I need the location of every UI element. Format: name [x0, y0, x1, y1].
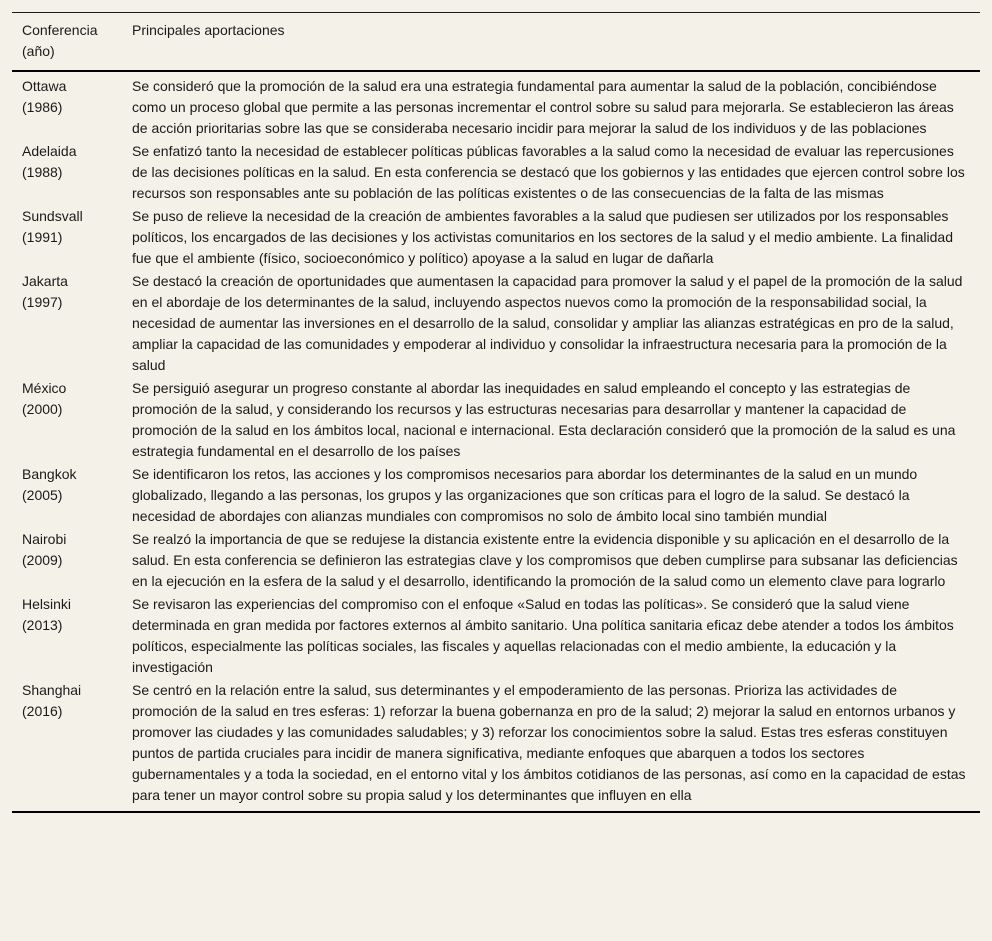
- conference-year: (2013): [22, 617, 63, 633]
- conference-name: Shanghai: [22, 682, 82, 698]
- conference-cell: [12, 464, 132, 527]
- conference-name: Helsinki: [22, 596, 72, 612]
- conference-cell: [12, 206, 132, 269]
- contribution-text: Se destacó la creación de oportunidades que aumentasen la capacidad para promover la salud y el papel de la promoción de la salud en el abordaje de los determinantes de la salud, incluyendo aspectos nuevos como la promoción de la responsabilidad social, la necesidad de aumentar las inversiones en el desarrollo de la salud, consolidar y ampliar las alianzas estratégicas en pro de la salud, ampliar la capacidad de las comunidades y empoderar al individuo y consolidar la infraestructura necesaria para la promoción de la salud: [132, 273, 963, 373]
- table-row: [12, 462, 980, 527]
- contribution-text: Se persiguió asegurar un progreso constante al abordar las inequidades en salud empleando el concepto y las estrategias de promoción de la salud, y considerando los recursos y las estructuras necesarias para desarrollar y mantener la capacidad de promoción de la salud en los ámbitos local, nacional e internacional. Esta declaración consideró que la promoción de la salud es una estrategia fundamental en el desarrollo de los países: [132, 380, 956, 459]
- table-row: [12, 269, 980, 376]
- contribution-text: Se identificaron los retos, las acciones y los compromisos necesarios para abordar los determinantes de la salud en un mundo globalizado, llegando a las personas, los grupos y las organizaciones que son críticas para el logro de la salud. Se destacó la necesidad de abordajes con alianzas mundiales con compromisos no solo de ámbito local sino también mundial: [132, 466, 918, 524]
- conference-year: (2016): [22, 703, 63, 719]
- contribution-text: Se centró en la relación entre la salud, sus determinantes y el empoderamiento de las personas. Prioriza las actividades de promoción de la salud en tres esferas: 1) reforzar la buena gobernanza en pro de la salud; 2) mejorar la salud en entornos urbanos y promover las ciudades y las comunidades saludables; y 3) reforzar los conocimientos sobre la salud. Estas tres esferas constituyen puntos de partida cruciales para incidir de manera significativa, mediante enfoques que abarquen a todos los sectores gubernamentales y a toda la sociedad, en el entorno vital y los ámbitos cotidianos de las personas, así como en la capacidad de estas para tener un mayor control sobre su propia salud y los determinantes que influyen en ella: [132, 682, 966, 803]
- contribution-text: Se realzó la importancia de que se redujese la distancia existente entre la evidencia disponible y su aplicación en el desarrollo de la salud. En esta conferencia se definieron las estrategias clave y los compromisos que deben cumplirse para subsanar las deficiencias en la ejecución en la esfera de la salud y el desarrollo, identificando la promoción de la salud como un elemento clave para lograrlo: [132, 531, 958, 589]
- conference-year: (1997): [22, 294, 63, 310]
- table-row: [12, 678, 980, 806]
- contribution-text: Se enfatizó tanto la necesidad de establecer políticas públicas favorables a la salud como la necesidad de evaluar las repercusiones de las decisiones políticas en la salud. En esta conferencia se destacó que los gobiernos y las entidades que ejercen control sobre los recursos son responsables ante su población de las políticas existentes o de las consecuencias de la falta de las mismas: [132, 143, 965, 201]
- conference-cell: [12, 141, 132, 204]
- table-row: [12, 139, 980, 204]
- conference-year: (2005): [22, 487, 63, 503]
- conference-cell: [12, 271, 132, 376]
- table-row: [12, 74, 980, 139]
- table-row: [12, 527, 980, 592]
- conference-name: Adelaida: [22, 143, 77, 159]
- contribution-text: Se consideró que la promoción de la salud era una estrategia fundamental para aumentar la salud de la población, concibiéndose como un proceso global que permite a las personas incrementar el control sobre su salud para mejorarla. Se establecieron las áreas de acción prioritarias sobre las que se consideraba necesario incidir para mejorar la salud de los individuos y de las poblaciones: [132, 78, 954, 136]
- conference-name: Nairobi: [22, 531, 67, 547]
- header-cell-contributions: Principales aportaciones: [132, 22, 285, 38]
- header-cell-conference: [12, 20, 132, 62]
- conference-year: (1991): [22, 229, 63, 245]
- conference-name: Bangkok: [22, 466, 77, 482]
- table-row: [12, 204, 980, 269]
- conference-cell: [12, 529, 132, 592]
- table-body: [12, 72, 980, 813]
- conference-name: México: [22, 380, 67, 396]
- contribution-text: Se revisaron las experiencias del compromiso con el enfoque «Salud en todas las políticas». Se consideró que la salud viene determinada en gran medida por factores externos al ámbito sanitario. Una política sanitaria eficaz debe atender a todos los ámbitos políticos, especialmente las políticas sociales, las fiscales y aquellas relacionadas con el medio ambiente, la educación y la investigación: [132, 596, 954, 675]
- conference-name: Jakarta: [22, 273, 68, 289]
- conference-cell: [12, 378, 132, 462]
- conference-year: (1986): [22, 99, 63, 115]
- table-header-row: [12, 13, 980, 72]
- table-row: [12, 376, 980, 462]
- header-conference-label: Conferencia: [22, 22, 98, 38]
- conference-cell: [12, 680, 132, 806]
- contribution-text: Se puso de relieve la necesidad de la creación de ambientes favorables a la salud que pudiesen ser utilizados por los responsables políticos, los encargados de las decisiones y los activistas comunitarios en los sectores de la salud y el medio ambiente. La finalidad fue que el ambiente (físico, socioeconómico y político) apoyase a la salud en lugar de dañarla: [132, 208, 953, 266]
- conference-cell: [12, 594, 132, 678]
- conference-cell: [12, 76, 132, 139]
- table-row: [12, 592, 980, 678]
- conference-contributions-table: [12, 12, 980, 813]
- conference-name: Sundsvall: [22, 208, 83, 224]
- conference-name: Ottawa: [22, 78, 67, 94]
- conference-year: (2009): [22, 552, 63, 568]
- header-year-label: (año): [22, 43, 55, 59]
- conference-year: (2000): [22, 401, 63, 417]
- conference-year: (1988): [22, 164, 63, 180]
